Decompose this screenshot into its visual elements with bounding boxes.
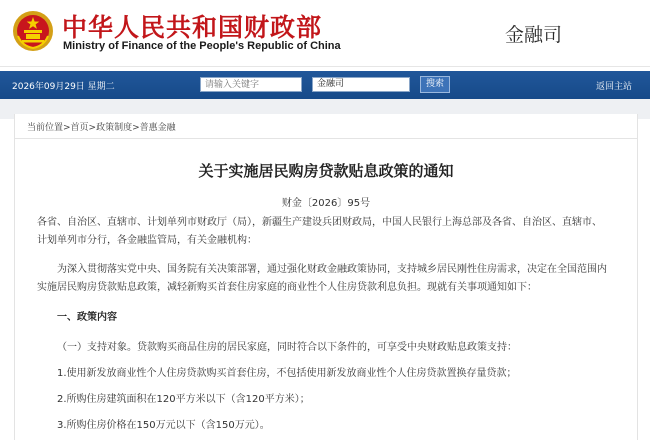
return-home-link[interactable]: 返回主站 — [595, 82, 632, 92]
ministry-name-cn[interactable]: 中华人民共和国财政部 — [62, 13, 323, 42]
site-header — [0, 0, 650, 67]
intro-line: 为深入贯彻落实党中央、国务院有关决策部署，通过强化财政金融政策协同，支持城乡居民刚性住房需求，决定在全国范围内 — [57, 264, 607, 275]
list-item: 3.所购住房价格在150万元以下（含150万元）。 — [57, 420, 270, 431]
top-navbar — [0, 71, 650, 99]
addressee-line: 计划单列市分行，各金融监管局，有关金融机构： — [37, 235, 257, 246]
article-panel — [14, 114, 638, 440]
document-number: 财金〔2026〕95号 — [281, 198, 371, 209]
breadcrumb[interactable]: 当前位置>首页>政策制度>普惠金融 — [27, 123, 176, 133]
national-emblem-icon — [12, 10, 54, 52]
list-item: 1.使用新发放商业性个人住房贷款购买首套住房，不包括使用新发放商业性个人住房贷款置换存量贷款； — [57, 368, 517, 379]
search-input[interactable] — [200, 77, 302, 92]
search-scope-select[interactable]: 金融司 — [312, 77, 410, 92]
breadcrumb-divider — [15, 138, 637, 139]
current-date: 2026年09月29日 星期二 — [12, 82, 115, 92]
addressee-block — [37, 214, 617, 250]
article-title: 关于实施居民购房贷款贴息政策的通知 — [198, 162, 454, 180]
addressee-line: 各省、自治区、直辖市、计划单列市财政厅（局），新疆生产建设兵团财政局，中国人民银行上海总部及各省、自治区、直辖市、 — [37, 217, 602, 228]
subsection-paragraph: （一）支持对象。贷款购买商品住房的居民家庭，同时符合以下条件的，可享受中央财政贴息政策支持： — [57, 342, 517, 353]
list-item: 2.所购住房建筑面积在120平方米以下（含120平方米）； — [57, 394, 310, 405]
intro-line: 实施居民购房贷款贴息政策，减轻新购买首套住房家庭的商业性个人住房贷款利息负担。现就有关事项通知如下： — [37, 282, 537, 293]
intro-paragraph-cont — [37, 279, 617, 297]
department-name: 金融司 — [505, 24, 563, 46]
section-heading: 一、政策内容 — [57, 312, 117, 323]
ministry-name-en: Ministry of Finance of the People's Republic of China — [63, 40, 341, 52]
intro-paragraph — [37, 261, 617, 279]
search-button[interactable]: 搜索 — [420, 76, 450, 93]
